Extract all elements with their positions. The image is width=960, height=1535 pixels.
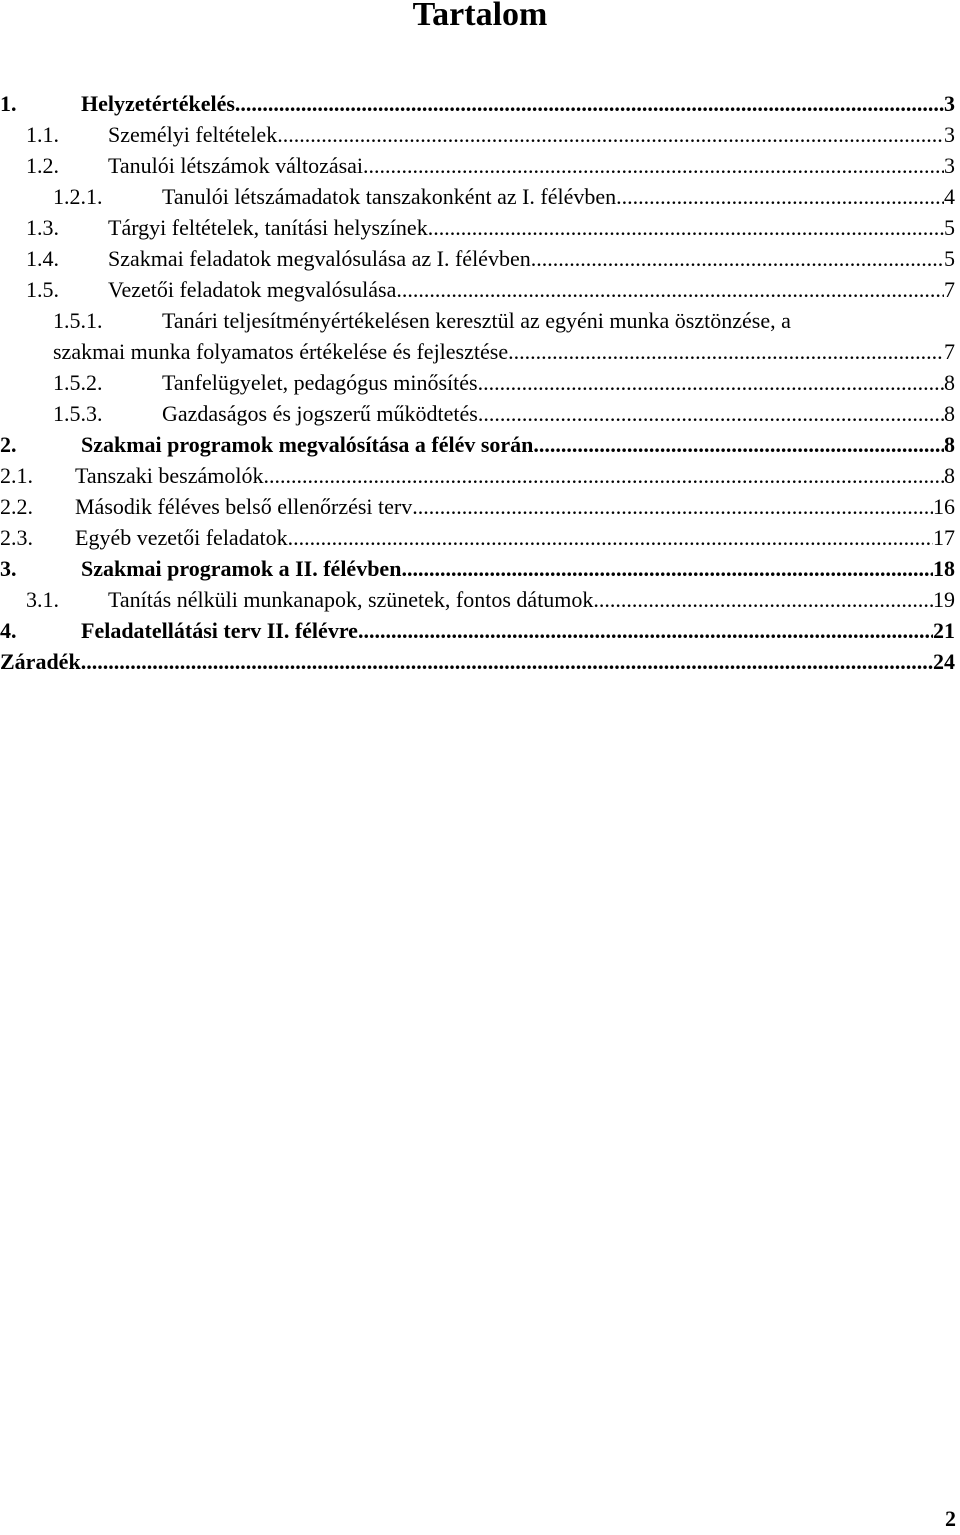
toc-entry-number: 2. [0,432,17,457]
toc-leader-dots [277,119,944,150]
toc-entry-number: 1.2. [26,153,59,178]
toc-entry-page: 7 [944,277,955,302]
toc-entry-2-3[interactable] [0,522,955,553]
toc-entry-number: 4. [0,618,17,643]
toc-entry-title: Tanszaki beszámolók [75,463,264,488]
toc-leader-dots [478,398,944,429]
toc-entry-1-3[interactable] [0,212,955,243]
toc-entry-title: Szakmai feladatok megvalósulása az I. félévben [108,246,531,271]
toc-leader-dots [288,522,933,553]
toc-leader-dots [616,181,944,212]
toc-entry-title: Személyi feltételek [108,122,278,147]
toc-entry-2-1[interactable] [0,460,955,491]
toc-entry-1-5-1-continued[interactable] [0,336,955,367]
toc-entry-page: 21 [933,618,955,643]
toc-entry-title: Tanulói létszámok változásai [108,153,364,178]
toc-entry-1[interactable] [0,88,955,119]
table-of-contents [0,88,955,677]
toc-entry-1-2-1[interactable] [0,181,955,212]
toc-entry-2[interactable] [0,429,955,460]
toc-leader-dots [533,429,944,460]
toc-entry-number: 1.5.2. [53,370,103,395]
toc-entry-1-4[interactable] [0,243,955,274]
toc-entry-title: Záradék [0,649,81,674]
toc-entry-page: 8 [944,370,955,395]
toc-entry-number: 2.1. [0,463,33,488]
toc-leader-dots [363,150,944,181]
page-title: Tartalom [412,0,548,33]
toc-entry-page: 5 [944,215,955,240]
toc-entry-4[interactable] [0,615,955,646]
toc-entry-1-5[interactable] [0,274,955,305]
toc-entry-page: 24 [933,649,955,674]
toc-entry-title: Szakmai programok a II. félévben [81,556,402,581]
page-number: 2 [945,1506,956,1531]
toc-leader-dots [358,615,933,646]
toc-entry-page: 3 [944,122,955,147]
toc-entry-title: Feladatellátási terv II. félévre [81,618,358,643]
toc-leader-dots [396,274,944,305]
toc-entry-page: 8 [944,463,955,488]
toc-entry-page: 17 [933,525,955,550]
toc-entry-page: 5 [944,246,955,271]
toc-leader-dots [478,367,944,398]
toc-entry-title: Gazdaságos és jogszerű működtetés [162,401,478,426]
toc-entry-number: 1.5.3. [53,401,103,426]
toc-entry-title-continued: szakmai munka folyamatos értékelése és fejlesztése [53,339,509,364]
toc-entry-1-2[interactable] [0,150,955,181]
toc-entry-page: 8 [944,432,955,457]
toc-leader-dots [401,553,933,584]
toc-leader-dots [531,243,944,274]
toc-entry-page: 16 [933,494,955,519]
toc-leader-dots [81,646,933,677]
toc-leader-dots [235,88,944,119]
toc-entry-page: 19 [933,587,955,612]
toc-entry-number: 1.2.1. [53,184,103,209]
toc-leader-dots [428,212,944,243]
toc-entry-title: Vezetői feladatok megvalósulása [108,277,397,302]
toc-entry-number: 1.3. [26,215,59,240]
toc-entry-title: Helyzetértékelés [81,91,235,116]
toc-entry-page: 8 [944,401,955,426]
toc-entry-number: 3. [0,556,17,581]
toc-entry-1-5-1[interactable] [0,305,955,336]
toc-leader-dots [508,336,944,367]
toc-entry-number: 1.1. [26,122,59,147]
toc-entry-1-5-3[interactable] [0,398,955,429]
toc-entry-page: 7 [944,339,955,364]
toc-leader-dots [263,460,944,491]
toc-entry-3[interactable] [0,553,955,584]
toc-entry-title: Egyéb vezetői feladatok [75,525,288,550]
toc-entry-1-1[interactable] [0,119,955,150]
toc-entry-title: Második féléves belső ellenőrzési terv [75,494,413,519]
toc-entry-title: Tárgyi feltételek, tanítási helyszínek [108,215,428,240]
toc-entry-1-5-2[interactable] [0,367,955,398]
toc-leader-dots [412,491,933,522]
toc-entry-number: 1.4. [26,246,59,271]
toc-entry-title: Tanulói létszámadatok tanszakonként az I. félévben [162,184,617,209]
toc-entry-number: 3.1. [26,587,59,612]
toc-entry-number: 2.3. [0,525,33,550]
toc-entry-zaradek[interactable] [0,646,955,677]
toc-entry-number: 1. [0,91,17,116]
toc-entry-page: 4 [944,184,955,209]
toc-entry-number: 1.5.1. [53,308,103,333]
toc-entry-title: Tanári teljesítményértékelésen keresztül az egyéni munka ösztönzése, a [162,308,791,333]
toc-entry-title: Tanfelügyelet, pedagógus minősítés [162,370,478,395]
toc-entry-page: 18 [933,556,955,581]
toc-entry-page: 3 [944,153,955,178]
toc-entry-number: 2.2. [0,494,33,519]
toc-entry-2-2[interactable] [0,491,955,522]
toc-entry-title: Szakmai programok megvalósítása a félév során [81,432,534,457]
toc-entry-3-1[interactable] [0,584,955,615]
toc-leader-dots [593,584,933,615]
toc-entry-title: Tanítás nélküli munkanapok, szünetek, fontos dátumok [108,587,594,612]
toc-entry-number: 1.5. [26,277,59,302]
toc-entry-page: 3 [944,91,955,116]
